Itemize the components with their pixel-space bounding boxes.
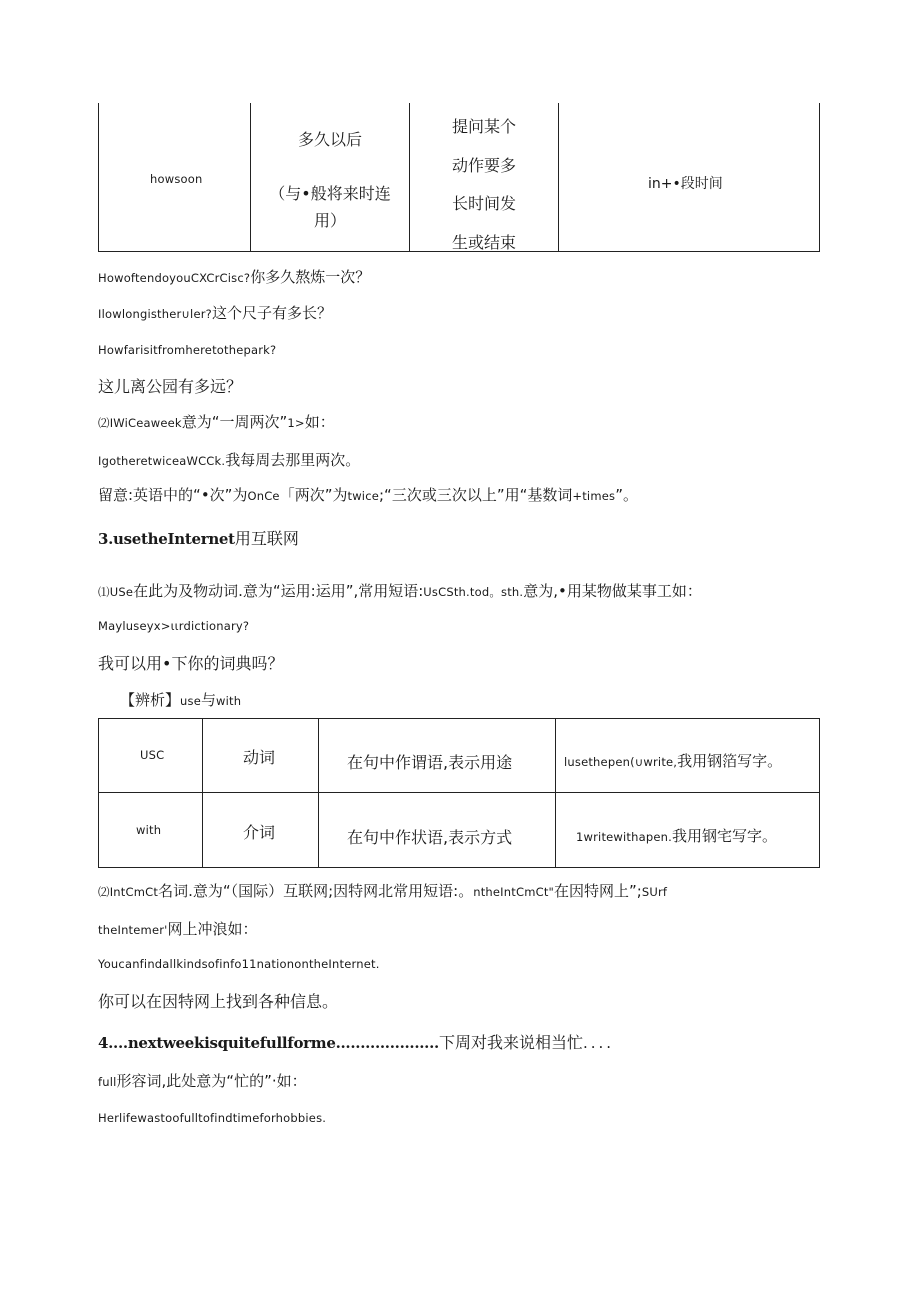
analysis-label-en1: use bbox=[180, 694, 201, 708]
table2-row2-desc: 在句中作状语,表示方式 bbox=[347, 828, 513, 847]
table1-divider-3 bbox=[558, 103, 559, 252]
table2-row2-example-cn: 我用钢宅写字。 bbox=[672, 827, 778, 845]
example-line-4: 这儿离公园有多远？ bbox=[98, 377, 243, 396]
table1-divider-1 bbox=[250, 103, 251, 252]
section-3-p1-c: UsCSth.tod。sth. bbox=[423, 585, 524, 599]
example-line-2 bbox=[98, 302, 332, 323]
section-3-p1-d: 意为,•用某物做某事工如： bbox=[523, 582, 702, 600]
example-line-2-en: Ilowlongisther∪ler? bbox=[98, 307, 212, 321]
example-line-3: Howfarisitfromheretothepark? bbox=[98, 343, 277, 357]
table2-border-right bbox=[819, 718, 820, 868]
note-times-p7: ”。 bbox=[615, 486, 638, 504]
table1-border-right bbox=[819, 103, 820, 252]
table2-row1-example-cn: 我用钢箔写字。 bbox=[677, 752, 783, 770]
table1-meaning-line2 bbox=[258, 153, 402, 180]
table2-divider-3 bbox=[555, 718, 556, 868]
note-times-p1: 留意:英语中的“•次”为 bbox=[98, 486, 248, 504]
section-3-example-2: Youcanfindallkindsofinfo11nationontheInternet. bbox=[98, 957, 380, 971]
table2-row1-word: USC bbox=[140, 748, 165, 762]
section-3-example-2-cn: 你可以在因特网上找到各种信息。 bbox=[98, 992, 339, 1011]
section-4-heading-en: 4....nextweekisquitefullforme..................... bbox=[98, 1034, 439, 1052]
table2-border-top bbox=[98, 718, 820, 719]
example-line-6 bbox=[98, 449, 360, 470]
table1-meaning-line3: （与•般将来时连 bbox=[269, 184, 391, 203]
table2-row1-example bbox=[564, 750, 782, 771]
note-times-p4: twice bbox=[347, 489, 379, 503]
table1-meaning-line4: 用） bbox=[313, 211, 346, 230]
table2-border-left bbox=[98, 718, 99, 868]
note-twice-p3: 1> bbox=[287, 416, 305, 430]
table1-meaning bbox=[258, 126, 402, 234]
table2-row2-pos: 介词 bbox=[243, 823, 276, 842]
table1-meaning-line1: 多久以后 bbox=[297, 130, 362, 149]
table2-row2-word: with bbox=[136, 823, 162, 837]
table1-usage-line2: 动作要多 bbox=[451, 155, 516, 175]
example-line-6-cn: 我每周去那里两次。 bbox=[225, 451, 361, 469]
example-line-1-en: HowoftendoyouCXCrCisc? bbox=[98, 271, 251, 285]
note-twice bbox=[98, 411, 335, 432]
section-3-heading bbox=[98, 526, 299, 549]
note-times-p6: +times bbox=[572, 489, 616, 503]
section-3-heading-en: 3.usetheInternet bbox=[98, 530, 235, 548]
section-3-p2-c: ntheIntCmCt" bbox=[473, 885, 555, 899]
analysis-label-cn: 与 bbox=[200, 691, 216, 709]
example-line-6-en: IgotheretwiceaWCCk. bbox=[98, 454, 226, 468]
section-3-p2b bbox=[98, 918, 258, 939]
section-3-p2b-b: 网上冲浪如： bbox=[167, 920, 258, 938]
section-3-p2-d: 在因特网上”; bbox=[554, 882, 642, 900]
section-3-p2-b: 名词.意为“（国际）互联网;因特网北常用短语:。 bbox=[158, 882, 474, 900]
section-4-example: Herlifewastoofulltofindtimeforhobbies. bbox=[98, 1111, 327, 1125]
table2-row1-desc: 在句中作谓语,表示用途 bbox=[347, 753, 513, 772]
example-line-1 bbox=[98, 266, 370, 287]
table2-row2-example bbox=[576, 825, 777, 846]
table1-usage-line1: 提问某个 bbox=[451, 117, 516, 136]
example-line-2-cn: 这个尺子有多长？ bbox=[211, 304, 332, 322]
table1-border-left bbox=[98, 103, 99, 252]
note-times bbox=[98, 484, 638, 505]
table2-divider-1 bbox=[202, 718, 203, 868]
table1-answer: in+•段时间 bbox=[648, 176, 723, 192]
section-3-example-1-cn: 我可以用•下你的词典吗？ bbox=[98, 654, 284, 673]
table2-divider-2 bbox=[318, 718, 319, 868]
section-4-heading-cn: 下周对我来说相当忙 bbox=[438, 1033, 583, 1052]
section-4-heading-tail: .... bbox=[582, 1034, 615, 1052]
example-line-1-cn: 你多久熬炼一次？ bbox=[250, 268, 371, 286]
table1-usage-line3: 长时间发 bbox=[451, 194, 516, 213]
note-twice-p1: ⑵IWiCeaweek bbox=[98, 416, 182, 430]
analysis-label-bracket: 【辨析】 bbox=[120, 691, 181, 709]
section-3-p1-b: 在此为及物动词.意为“运用:运用”,常用短语: bbox=[133, 582, 424, 600]
table2-row-divider bbox=[98, 792, 820, 793]
note-twice-p4: 如： bbox=[304, 413, 335, 431]
section-3-p2-e: SUrf bbox=[641, 885, 668, 899]
section-3-heading-cn: 用互联网 bbox=[234, 529, 299, 548]
table2-row1-example-en: lusethepen(∪write, bbox=[564, 755, 678, 769]
note-times-p3: 「两次”为 bbox=[279, 486, 348, 504]
section-3-p2 bbox=[98, 880, 667, 901]
note-times-p5: ;“三次或三次以上”用“基数词 bbox=[379, 486, 573, 504]
note-times-p2: OnCe bbox=[247, 489, 280, 503]
section-3-p2-a: ⑵IntCmCt bbox=[98, 885, 159, 899]
table2-row1-pos: 动词 bbox=[243, 748, 276, 767]
analysis-label-en2: with bbox=[216, 694, 242, 708]
section-3-p2b-a: theIntemer' bbox=[98, 923, 168, 937]
section-3-example-1: Mayluseyx>ιιrdictionary? bbox=[98, 619, 250, 633]
analysis-label bbox=[120, 689, 241, 710]
table2-border-bottom bbox=[98, 867, 820, 868]
section-3-p1-a: ⑴USe bbox=[98, 585, 134, 599]
table1-usage bbox=[418, 108, 550, 262]
section-4-p1-a: full bbox=[98, 1075, 117, 1089]
section-4-p1-b: 形容词,此处意为“忙的”·如： bbox=[116, 1072, 307, 1090]
note-twice-p2: 意为“一周两次” bbox=[181, 413, 288, 431]
section-4-p1 bbox=[98, 1070, 307, 1091]
section-3-p1 bbox=[98, 580, 702, 601]
section-4-heading bbox=[98, 1030, 614, 1053]
table2-row2-example-en: 1writewithapen. bbox=[576, 830, 672, 844]
table1-usage-line4: 生或结束 bbox=[451, 232, 516, 252]
table1-phrase: howsoon bbox=[150, 172, 203, 186]
table1-divider-2 bbox=[409, 103, 410, 252]
